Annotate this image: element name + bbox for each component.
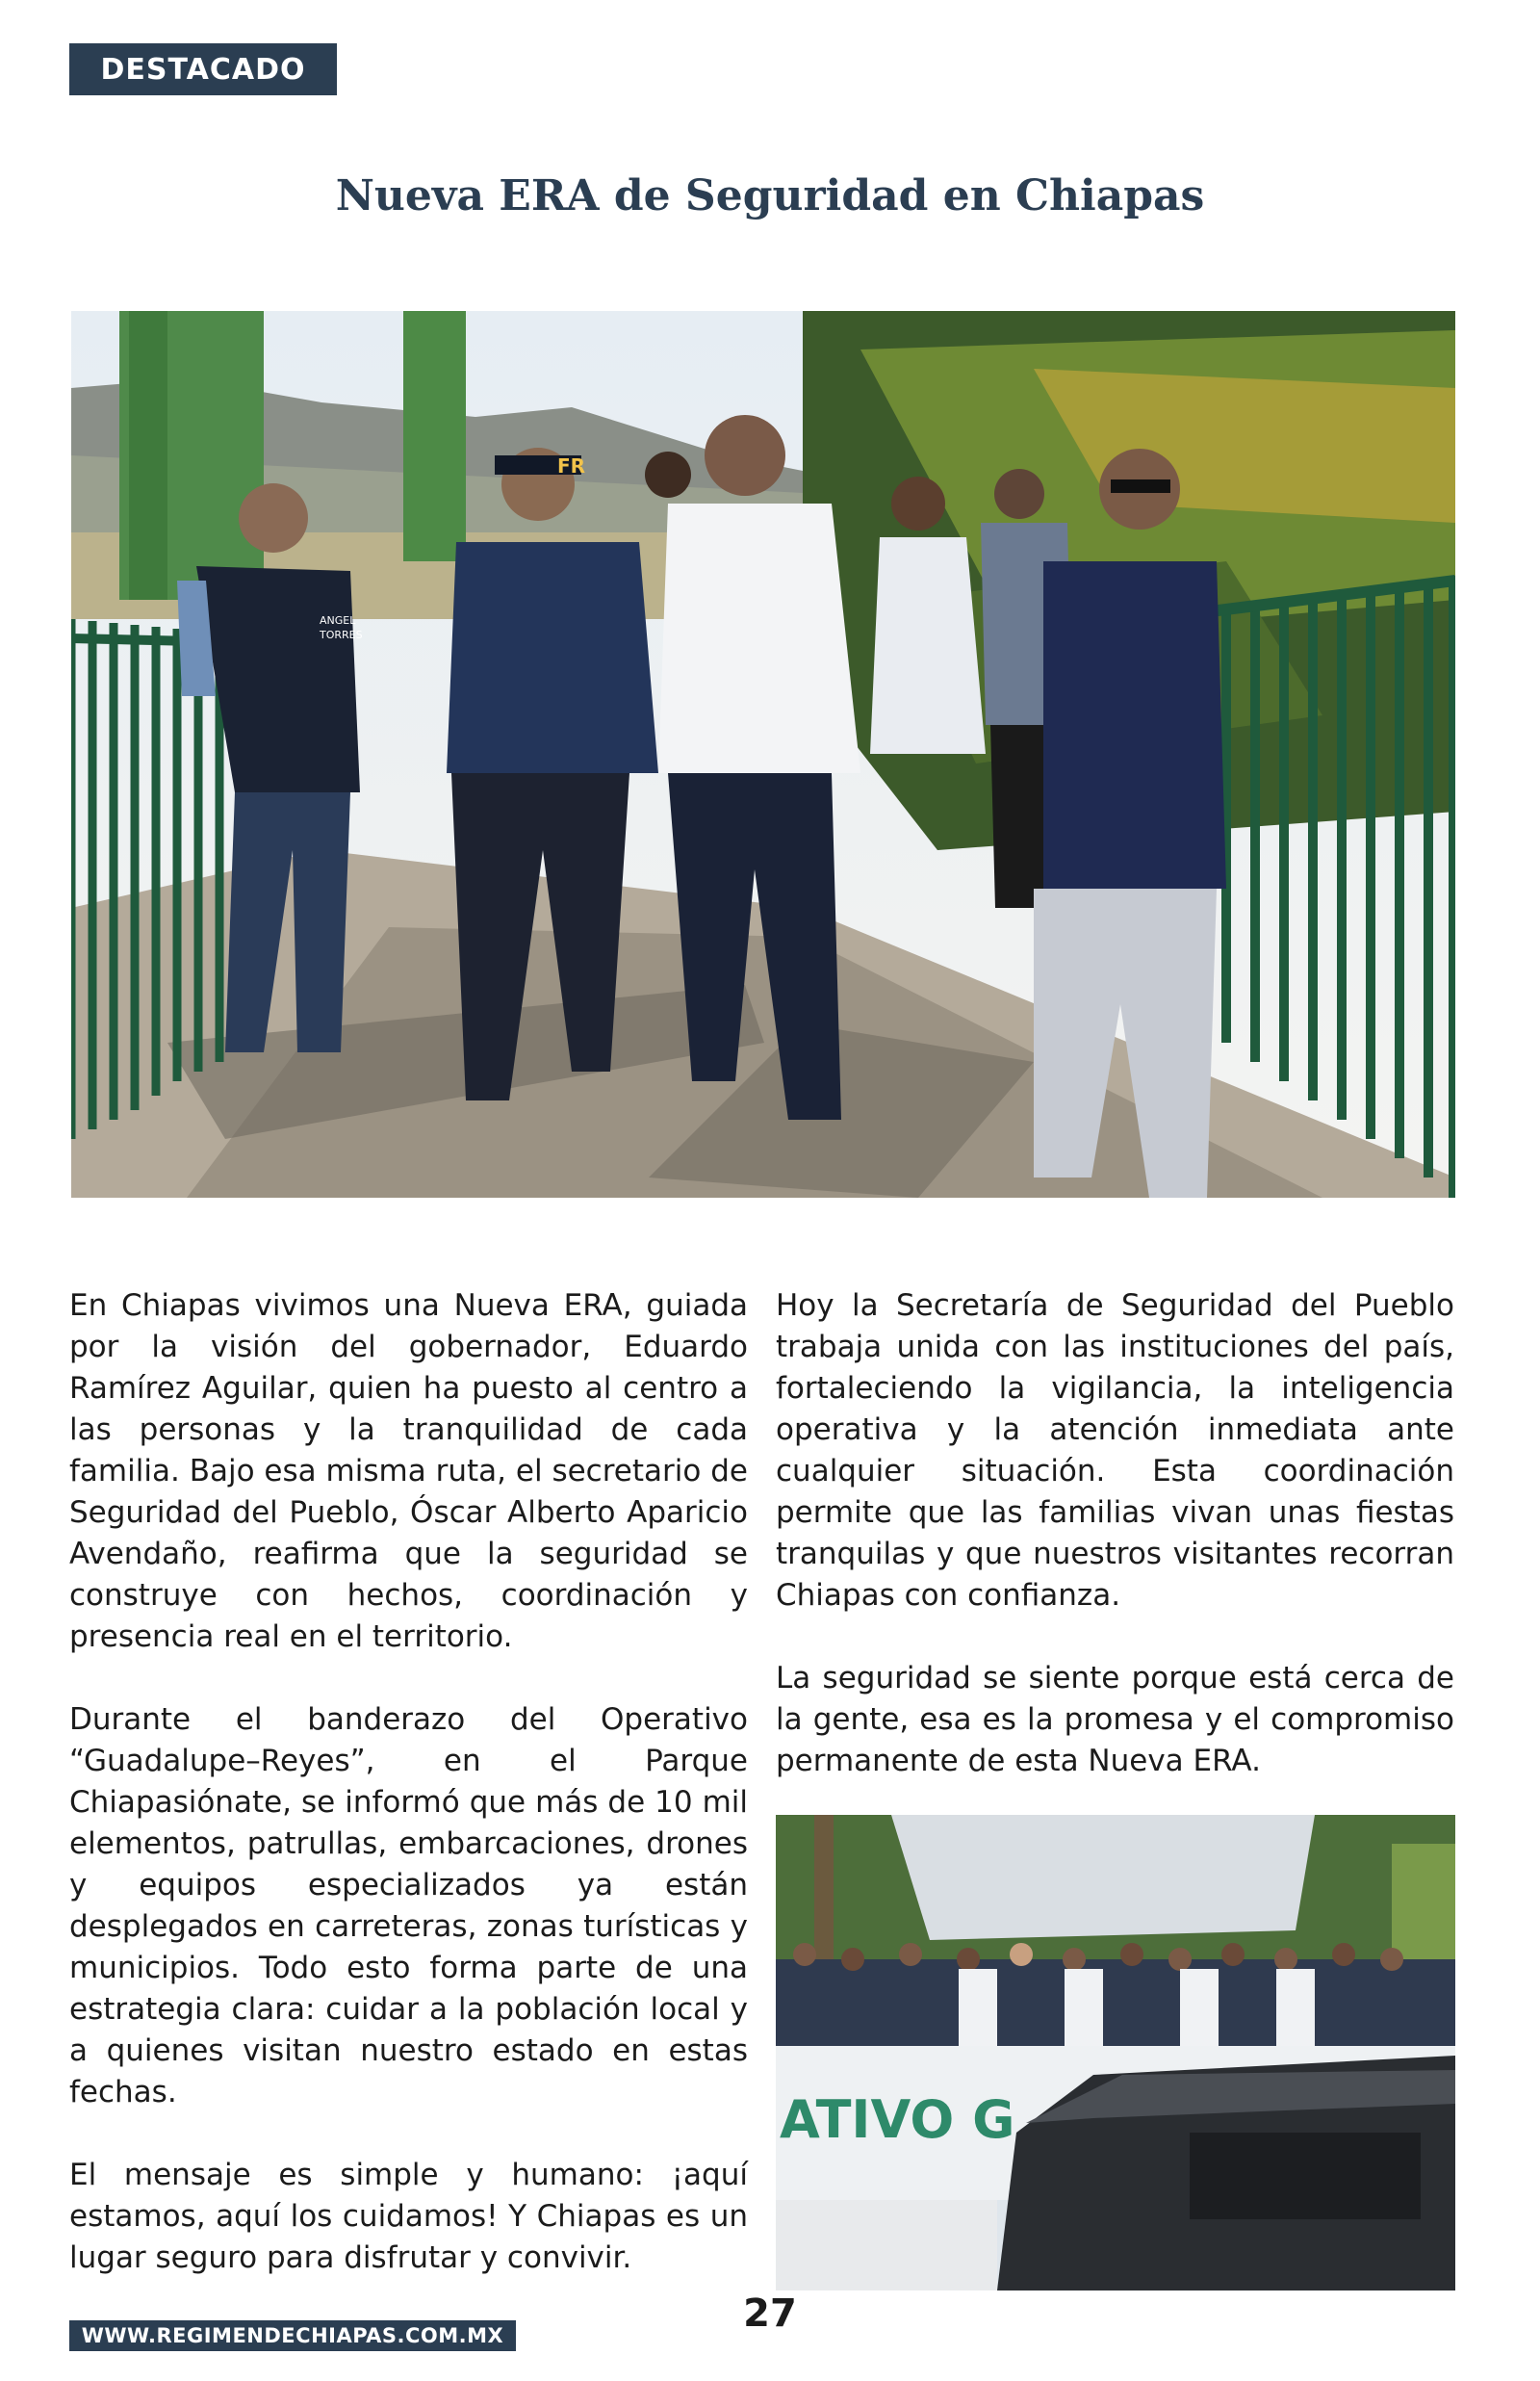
vest-text-1: ANGEL: [320, 614, 356, 627]
page-number: 27: [743, 2291, 797, 2336]
section-tag: DESTACADO: [69, 43, 337, 95]
second-photo-image: [776, 1815, 1455, 2290]
paragraph: La seguridad se siente porque está cerca de la gente, esa es la promesa y el compromiso permanente de esta Nueva ERA.: [776, 1661, 1454, 1778]
article-title: Nueva ERA de Seguridad en Chiapas: [335, 171, 1205, 220]
second-photo: [776, 1815, 1455, 2290]
main-photo: [71, 311, 1455, 1198]
paragraph: El mensaje es simple y humano: ¡aquí estamos, aquí los cuidamos! Y Chiapas es un lugar seguro para disfrutar y convivir.: [69, 2158, 748, 2275]
footer-website-link[interactable]: WWW.REGIMENDECHIAPAS.COM.MX: [69, 2320, 516, 2351]
cap-text: FR: [557, 454, 586, 478]
paragraph: Durante el banderazo del Operativo “Guadalupe–Reyes”, en el Parque Chiapasiónate, se informó que más de 10 mil elementos, patrullas, embarcaciones, drones y equipos especializados ya están desplegados en carreteras, zonas turísticas y municipios. Todo esto forma parte de una estrategia clara: cuidar a la población local y a quienes visitan nuestro estado en estas fechas.: [69, 1702, 748, 2109]
banner-text: ATIVO G: [780, 2089, 1015, 2150]
article-column-left: [69, 1285, 748, 2320]
main-photo-image: [71, 311, 1455, 1198]
paragraph: Hoy la Secretaría de Seguridad del Pueblo trabaja unida con las instituciones del país, fortaleciendo la vigilancia, la inteligencia operativa y la atención inmediata ante cualquier situación. Esta coordinación permite que las familias vivan unas fiestas tranquilas y que nuestros visitantes recorran Chiapas con confianza.: [776, 1288, 1454, 1613]
paragraph: En Chiapas vivimos una Nueva ERA, guiada por la visión del gobernador, Eduardo Ramírez Aguilar, quien ha puesto al centro a las personas y la tranquilidad de cada familia. Bajo esa misma ruta, el secretario de Seguridad del Pueblo, Óscar Alberto Aparicio Avendaño, reafirma que la seguridad se construye con hechos, coordinación y presencia real en el territorio.: [69, 1288, 748, 1654]
vest-text-2: TORRES: [320, 629, 363, 641]
article-column-right: [776, 1285, 1454, 1824]
